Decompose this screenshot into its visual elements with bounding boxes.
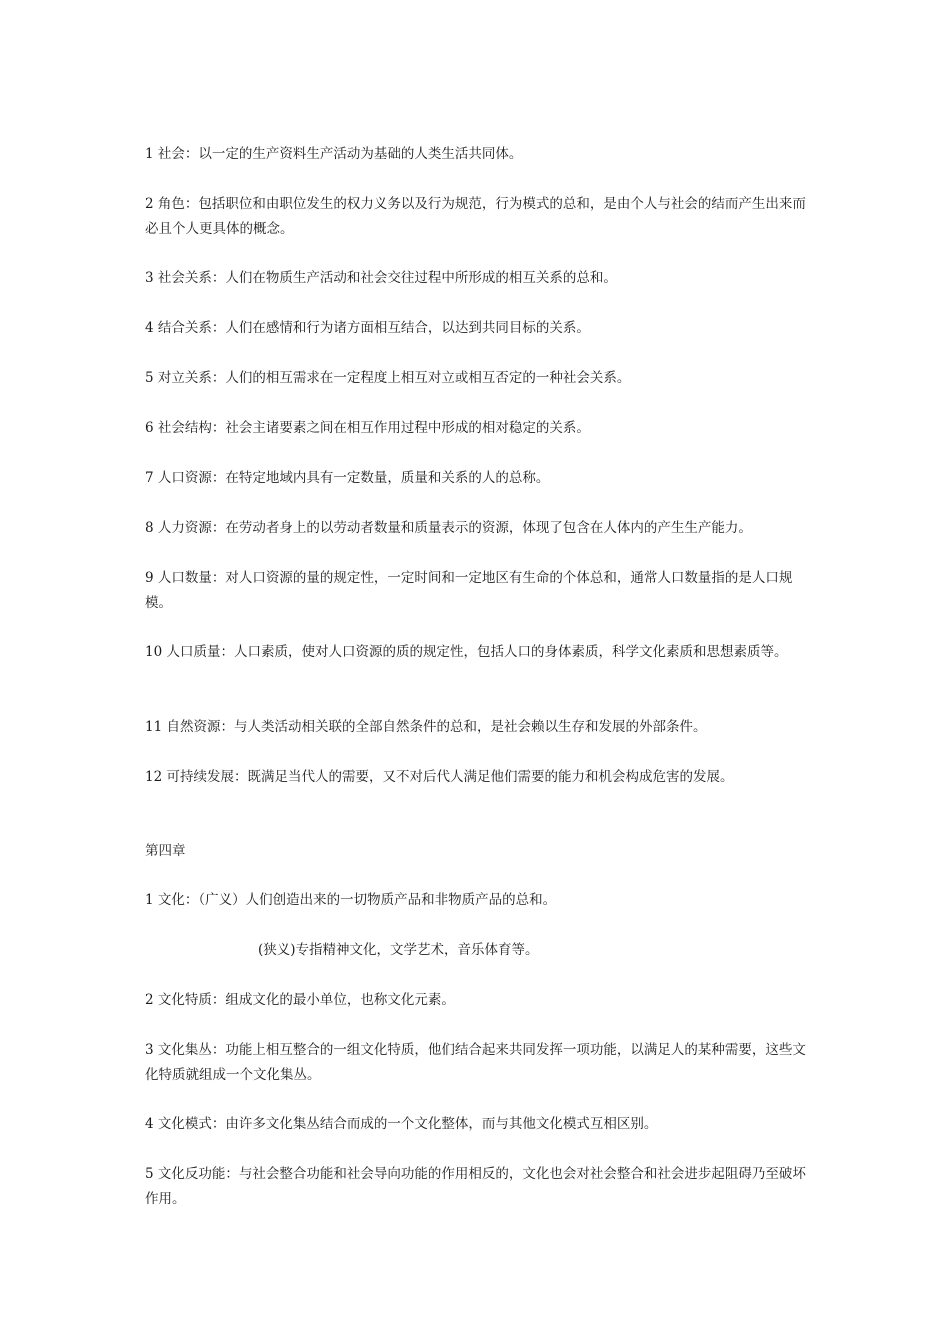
definition-line: 3 文化集丛：功能上相互整合的一组文化特质，他们结合起来共同发挥一项功能，以满足人的某种需要，这些文化特质就组成一个文化集丛。: [145, 1042, 806, 1083]
definition-line: 3 社会关系：人们在物质生产活动和社会交往过程中所形成的相互关系的总和。: [145, 270, 617, 286]
definition-line: 1 社会：以一定的生产资料生产活动为基础的人类生活共同体。: [145, 146, 523, 162]
definition-line: 1 文化：（广义）人们创造出来的一切物质产品和非物质产品的总和。: [145, 892, 557, 908]
definition-line: 11 自然资源：与人类活动相关联的全部自然条件的总和，是社会赖以生存和发展的外部条件。: [145, 719, 707, 735]
definition-line-indented: (狭义)专指精神文化，文学艺术，音乐体育等。: [258, 942, 539, 958]
definition-line: 2 文化特质：组成文化的最小单位，也称文化元素。: [145, 992, 455, 1008]
definition-line: 4 结合关系：人们在感情和行为诸方面相互结合，以达到共同目标的关系。: [145, 320, 590, 336]
definition-line: 4 文化模式：由许多文化集丛结合而成的一个文化整体，而与其他文化模式互相区别。: [145, 1116, 658, 1132]
definition-line: 12 可持续发展：既满足当代人的需要，又不对后代人满足他们需要的能力和机会构成危害的发展。: [145, 769, 734, 785]
definition-line: 7 人口资源：在特定地域内具有一定数量，质量和关系的人的总称。: [145, 470, 550, 486]
definition-line: 2 角色：包括职位和由职位发生的权力义务以及行为规范，行为模式的总和，是由个人与社会的结而产生出来而必且个人更具体的概念。: [145, 196, 806, 237]
definition-line: 6 社会结构：社会主诸要素之间在相互作用过程中形成的相对稳定的关系。: [145, 420, 590, 436]
definition-line: 9 人口数量：对人口资源的量的规定性，一定时间和一定地区有生命的个体总和，通常人口数量指的是人口规模。: [145, 570, 793, 611]
definition-line: 5 对立关系：人们的相互需求在一定程度上相互对立或相互否定的一种社会关系。: [145, 370, 631, 386]
definition-line: 10 人口质量：人口素质，使对人口资源的质的规定性，包括人口的身体素质，科学文化素质和思想素质等。: [145, 644, 788, 660]
chapter-heading: 第四章: [145, 843, 186, 859]
definition-line: 5 文化反功能：与社会整合功能和社会导向功能的作用相反的，文化也会对社会整合和社会进步起阻碍乃至破坏作用。: [145, 1166, 806, 1207]
definition-line: 8 人力资源：在劳动者身上的以劳动者数量和质量表示的资源，体现了包含在人体内的产生生产能力。: [145, 520, 752, 536]
